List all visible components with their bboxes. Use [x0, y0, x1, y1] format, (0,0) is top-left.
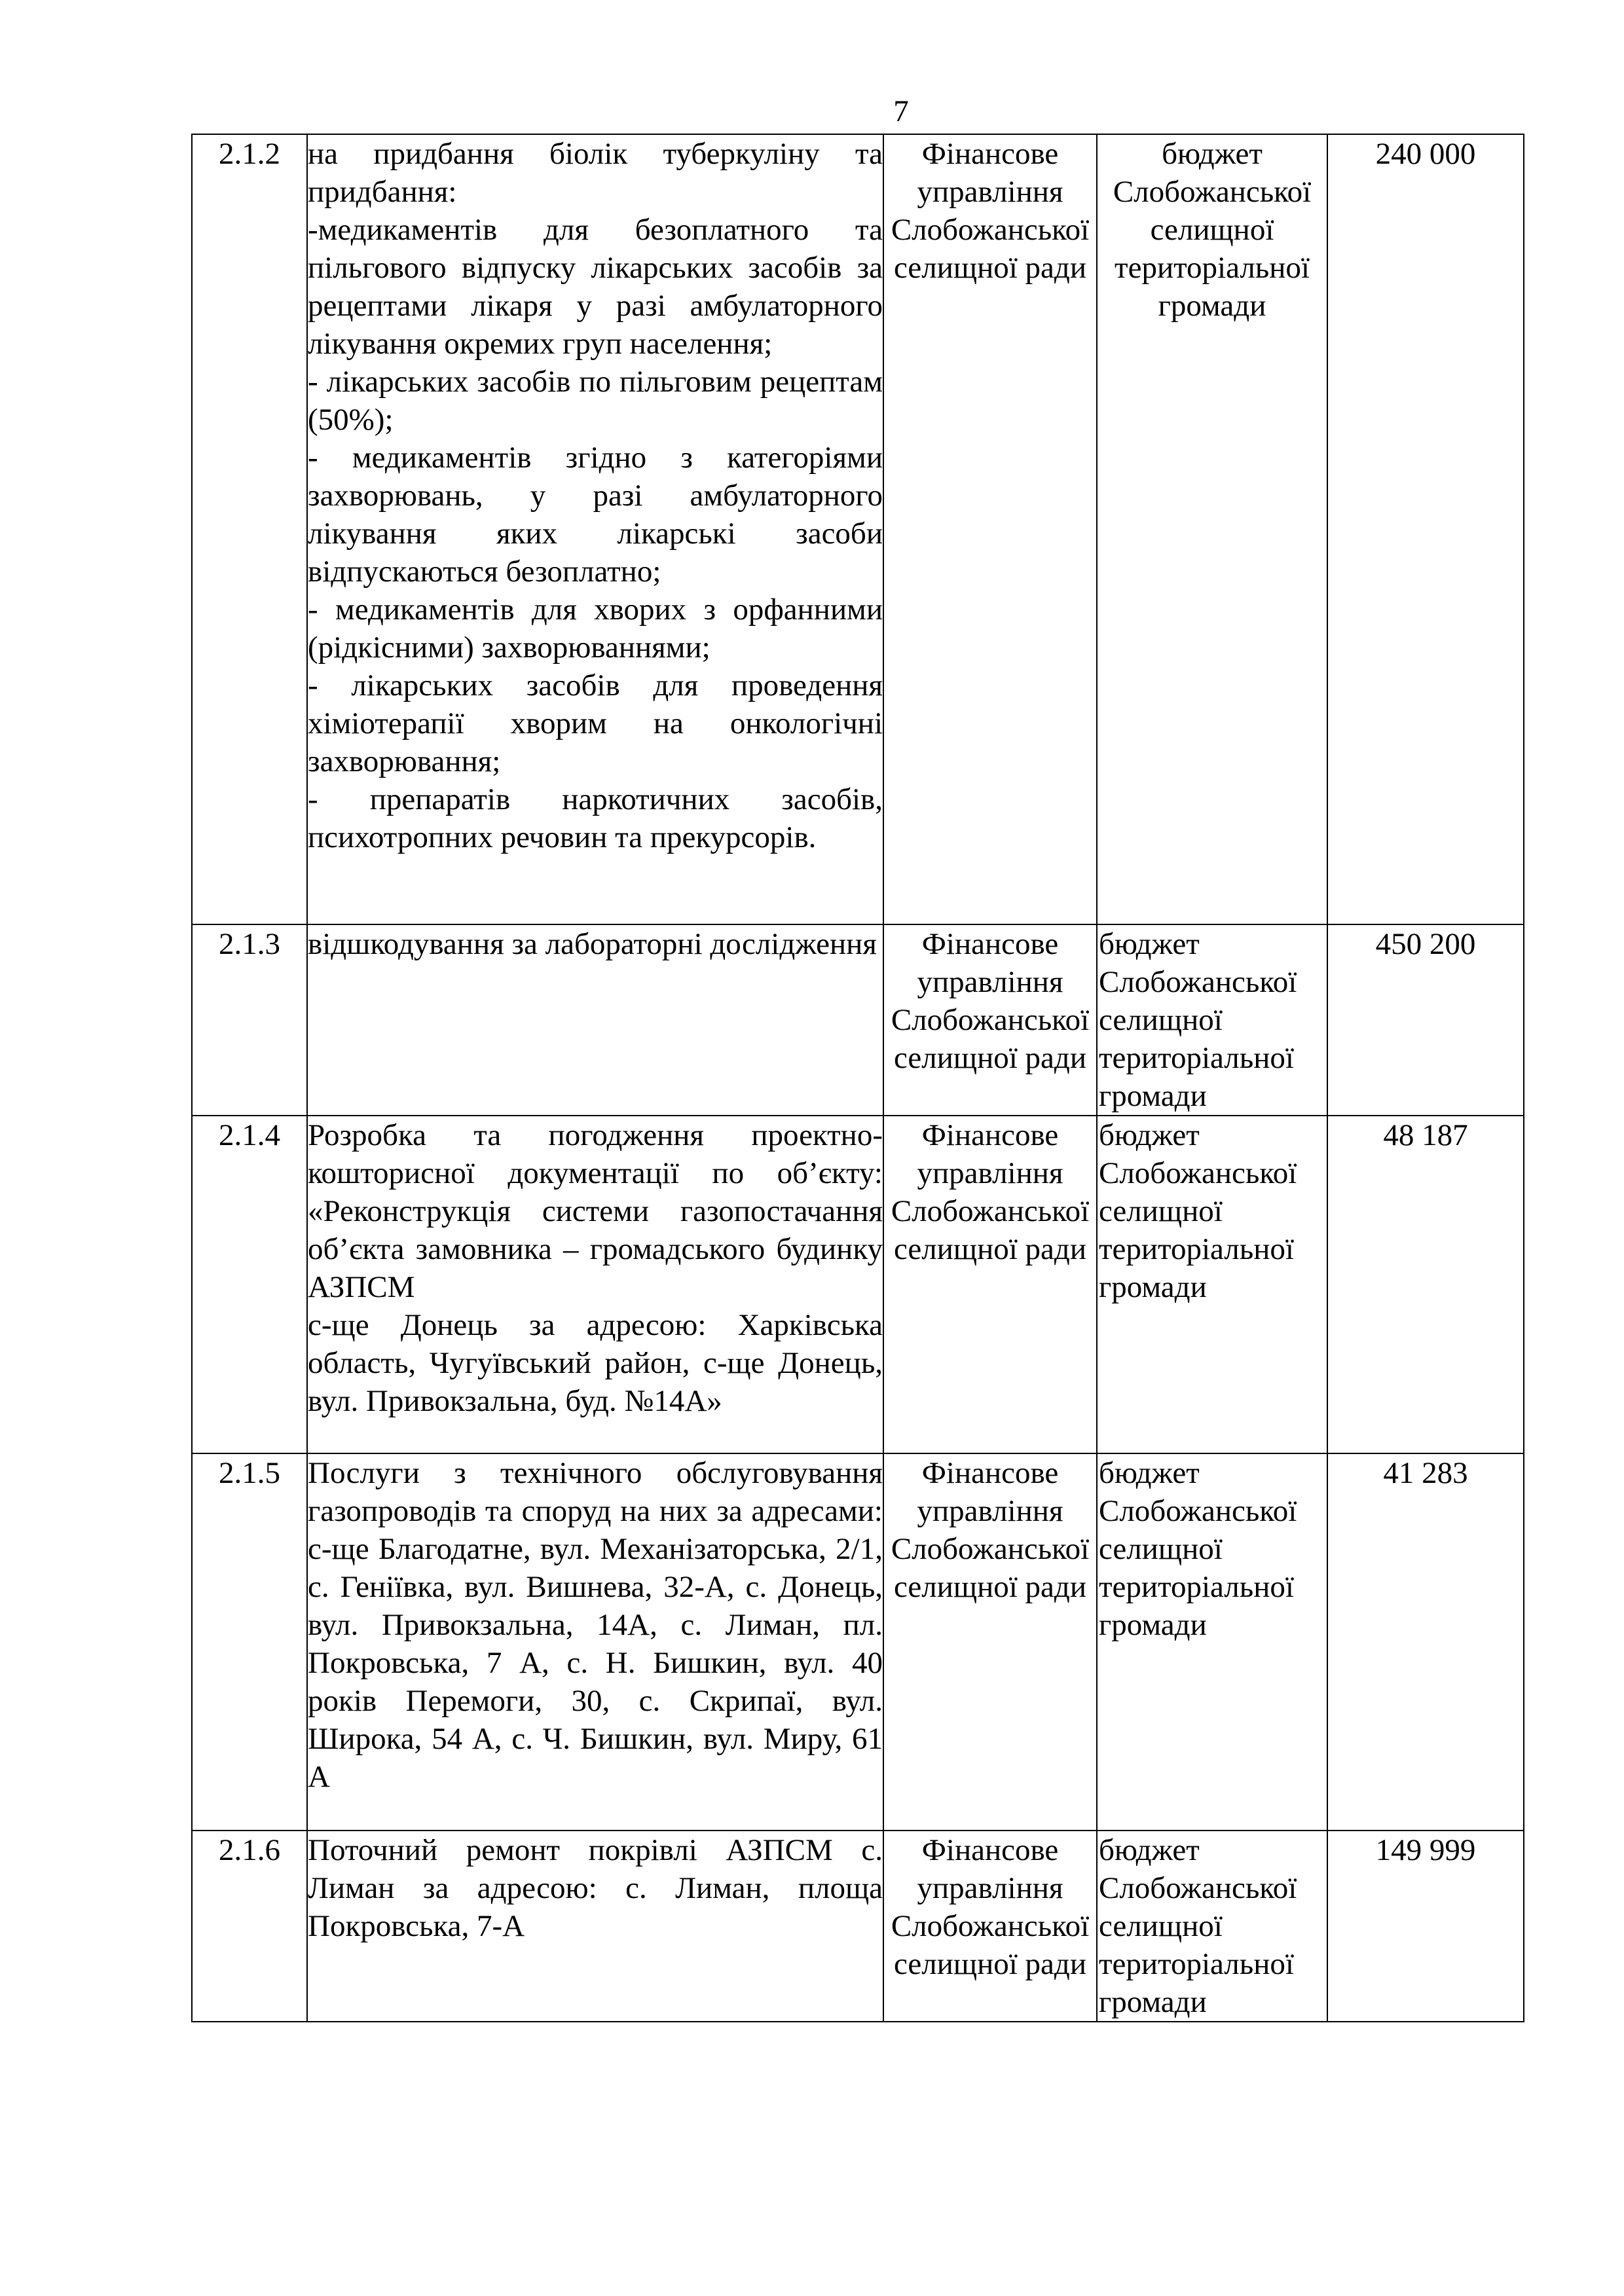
executor — [883, 134, 1097, 924]
executor — [883, 924, 1097, 1116]
funding-line: громади — [1099, 1608, 1207, 1642]
funding-line: Слобожанської — [1099, 1871, 1297, 1905]
executor-line: Фінансове — [921, 1833, 1059, 1867]
table-row — [192, 1831, 1524, 2022]
funding-line: громади — [1099, 1079, 1207, 1113]
measure-description — [307, 1453, 883, 1831]
executor-line: Фінансове — [921, 137, 1059, 171]
funding-line: бюджет — [1099, 927, 1200, 961]
amount: 149 999 — [1327, 1831, 1524, 2022]
amount: 450 200 — [1327, 924, 1524, 1116]
measure-description — [307, 1831, 883, 2022]
funding-line: селищної — [1099, 1003, 1223, 1037]
amount: 48 187 — [1327, 1116, 1524, 1453]
amount: 41 283 — [1327, 1453, 1524, 1831]
table-row — [192, 1116, 1524, 1453]
table-row — [192, 1453, 1524, 1831]
row-number: 2.1.3 — [192, 924, 307, 1116]
description-line: - медикаментів для хворих з орфанними (рідкісними) захворюваннями; — [308, 592, 883, 665]
funding-line: селищної — [1099, 1194, 1223, 1228]
funding-line: бюджет — [1099, 1118, 1200, 1152]
executor-line: Слобожанської — [891, 1194, 1090, 1228]
row-number: 2.1.2 — [192, 134, 307, 924]
executor-line: Слобожанської — [891, 1909, 1090, 1943]
funding-line: громади — [1158, 289, 1266, 323]
executor-line: управління — [917, 1871, 1063, 1905]
description-line: Поточний ремонт покрівлі АЗПСМ с. Лиман за адресою: с. Лиман, площа Покровська, 7-А — [308, 1833, 883, 1943]
description-line: - медикаментів згідно з категоріями захворювань, у разі амбулаторного лікування яких лікарські засоби відпускаються безоплатно; — [308, 441, 883, 589]
description-line: - лікарських засобів по пільговим рецептам (50%); — [308, 365, 883, 437]
funding-line: Слобожанської — [1113, 175, 1312, 209]
funding-line: селищної — [1099, 1532, 1223, 1566]
funding-line: бюджет — [1099, 1456, 1200, 1490]
description-line: - лікарських засобів для проведення хіміотерапії хворим на онкологічні захворювання; — [308, 668, 883, 778]
funding-line: Слобожанської — [1099, 1494, 1297, 1528]
funding-source — [1097, 1831, 1327, 2022]
funding-line: Слобожанської — [1099, 965, 1297, 999]
executor-line: управління — [917, 175, 1063, 209]
funding-line: територіальної — [1099, 1947, 1294, 1981]
description-line: на придбання біолік туберкуліну та придбання: — [308, 137, 883, 209]
executor — [883, 1453, 1097, 1831]
measure-description — [307, 134, 883, 924]
executor-line: Фінансове — [921, 927, 1059, 961]
funding-source — [1097, 1116, 1327, 1453]
funding-line: Слобожанської — [1099, 1156, 1297, 1190]
measure-description — [307, 924, 883, 1116]
description-line: Послуги з технічного обслуговування газопроводів та споруд на них за адресами: с-ще Благодатне, вул. Механізаторська, 2/1, с. Геніївка, вул. Вишнева, 32-А, с. Донець, вул. Привокзальна, 14А, с. Лиман, пл. Покровська, 7 А, с. Н. Бишкин, вул. 40 років Перемоги, 30, с. Скрипаї, вул. Широка, 54 А, с. Ч. Бишкин, вул. Миру, 61 А — [308, 1456, 883, 1794]
funding-line: громади — [1099, 1985, 1207, 2019]
funding-line: бюджет — [1162, 137, 1263, 171]
description-line: с-ще Донець за адресою: Харківська область, Чугуївський район, с-ще Донець, вул. Привокзальна, буд. №14А» — [308, 1308, 883, 1418]
executor-line: селищної ради — [894, 1232, 1086, 1266]
row-number: 2.1.4 — [192, 1116, 307, 1453]
executor-line: селищної ради — [894, 1570, 1086, 1604]
executor-line: Слобожанської — [891, 213, 1090, 247]
funding-source — [1097, 1453, 1327, 1831]
table-row — [192, 924, 1524, 1116]
funding-line: селищної — [1099, 1909, 1223, 1943]
description-line: -медикаментів для безоплатного та пільгового відпуску лікарських засобів за рецептами лікаря у разі амбулаторного лікування окремих груп населення; — [308, 213, 883, 361]
program-measures-table — [191, 134, 1524, 2022]
description-line: відшкодування за лабораторні дослідження — [308, 927, 877, 961]
executor-line: Слобожанської — [891, 1532, 1090, 1566]
table-row — [192, 134, 1524, 924]
executor-line: Слобожанської — [891, 1003, 1090, 1037]
amount: 240 000 — [1327, 134, 1524, 924]
executor — [883, 1831, 1097, 2022]
funding-line: селищної — [1150, 213, 1274, 247]
funding-source — [1097, 924, 1327, 1116]
executor — [883, 1116, 1097, 1453]
funding-line: громади — [1099, 1270, 1207, 1304]
funding-line: територіальної — [1115, 251, 1310, 285]
executor-line: селищної ради — [894, 1041, 1086, 1075]
executor-line: управління — [917, 1156, 1063, 1190]
executor-line: Фінансове — [921, 1456, 1059, 1490]
executor-line: селищної ради — [894, 251, 1086, 285]
page-number: 7 — [893, 94, 909, 128]
funding-line: територіальної — [1099, 1041, 1294, 1075]
executor-line: селищної ради — [894, 1947, 1086, 1981]
description-line: Розробка та погодження проектно-кошторисної документації по об’єкту: «Реконструкція системи газопостачання об’єкта замовника – громадського будинку АЗПСМ — [308, 1118, 883, 1304]
row-number: 2.1.6 — [192, 1831, 307, 2022]
funding-line: бюджет — [1099, 1833, 1200, 1867]
executor-line: управління — [917, 1494, 1063, 1528]
executor-line: управління — [917, 965, 1063, 999]
executor-line: Фінансове — [921, 1118, 1059, 1152]
funding-line: територіальної — [1099, 1232, 1294, 1266]
measure-description — [307, 1116, 883, 1453]
funding-line: територіальної — [1099, 1570, 1294, 1604]
description-line: - препаратів наркотичних засобів, психотропних речовин та прекурсорів. — [308, 782, 883, 854]
funding-source — [1097, 134, 1327, 924]
row-number: 2.1.5 — [192, 1453, 307, 1831]
